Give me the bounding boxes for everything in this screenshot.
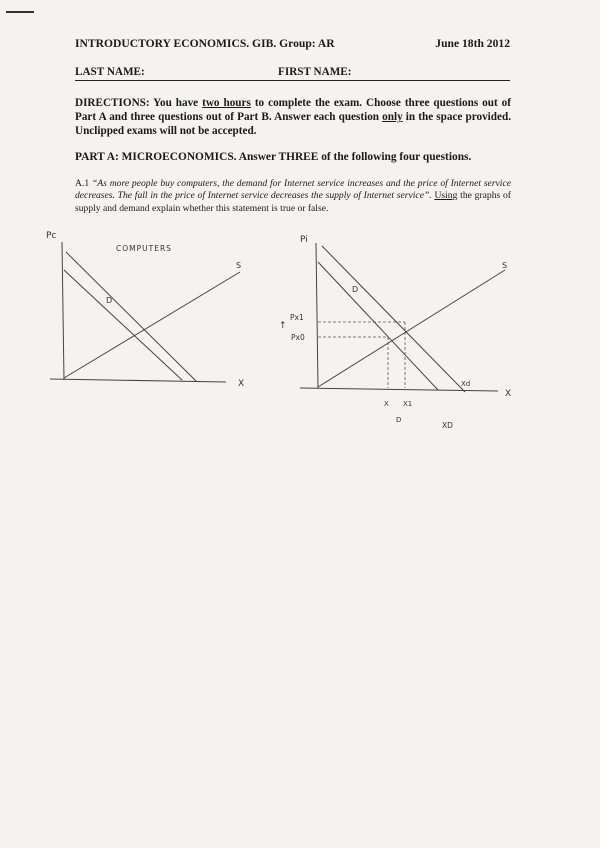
question-number: A.1	[75, 178, 92, 189]
right-price-label-0: Px0	[291, 333, 305, 342]
part-a-heading: PART A: MICROECONOMICS. Answer THREE of the following four questions.	[75, 151, 472, 163]
left-axis-y-label: Pc	[46, 231, 57, 241]
directions-only: only	[382, 111, 403, 123]
directions-text-after: in the space provided. Unclipped exams will not be accepted.	[75, 111, 511, 137]
right-y-axis	[316, 243, 318, 388]
exam-date: June 18th 2012	[435, 37, 510, 50]
right-up-arrow: ↑	[279, 321, 287, 331]
right-demand-curve	[318, 262, 438, 390]
first-name-label: FIRST NAME:	[278, 66, 352, 78]
right-demand-curve-shifted	[322, 246, 465, 392]
question-text-after: the graphs of supply and demand explain whether this statement is true or false.	[75, 190, 511, 214]
directions-text-middle: to complete the exam. Choose three questions out of Part A and three questions out of Part B. Answer each question	[75, 97, 511, 123]
directions-label: DIRECTIONS:	[75, 97, 150, 109]
question-quote: “As more people buy computers, the demand for Internet service increases and the price of Internet service decreases. The fall in the price of Internet service decreases the supply of Internet service”.	[75, 178, 511, 202]
right-quantity-label-0: X	[384, 400, 389, 408]
right-supply-label: S	[502, 261, 508, 270]
right-axis-x-label: X	[505, 389, 512, 399]
left-axis-x-label: X	[238, 379, 245, 389]
directions-text-before: You have	[149, 97, 203, 109]
question-using: Using	[434, 190, 458, 202]
right-x-axis	[300, 388, 498, 391]
right-below-label-xd: XD	[442, 421, 453, 430]
exam-title: INTRODUCTORY ECONOMICS. GIB. Group: AR	[75, 37, 335, 50]
right-demand-label: D	[352, 285, 359, 294]
left-supply-label: S	[236, 261, 242, 270]
right-axis-y-label: Pi	[300, 235, 308, 245]
left-sketch-title: COMPUTERS	[116, 244, 172, 253]
right-supply-curve	[318, 270, 505, 387]
left-demand-label: D	[106, 296, 113, 305]
right-quantity-label-1: X1	[403, 400, 413, 408]
directions-duration: two hours	[202, 97, 251, 109]
right-shift-label: Xd	[461, 380, 471, 388]
right-price-label-1: Px1	[290, 313, 304, 322]
right-below-label-d: D	[396, 416, 402, 424]
last-name-label: LAST NAME:	[75, 66, 145, 78]
